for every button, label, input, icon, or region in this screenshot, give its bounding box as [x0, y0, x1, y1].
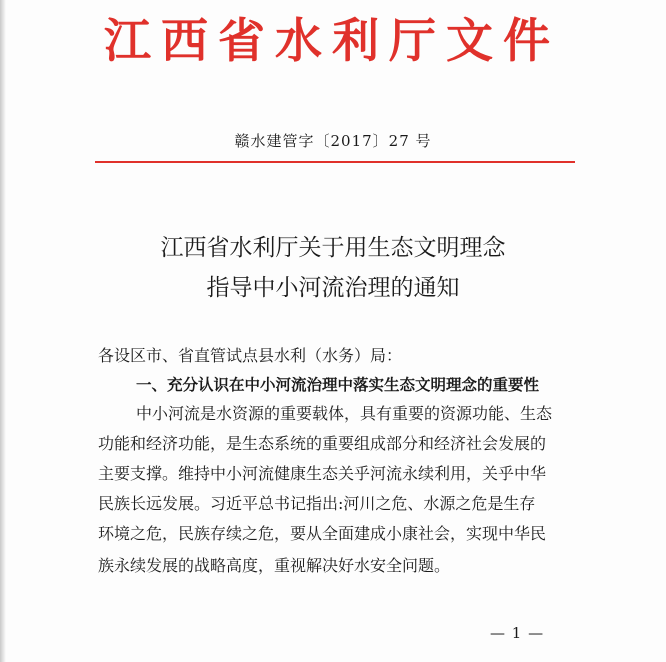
scan-edge-shadow [0, 0, 6, 662]
addressee: 各设区市、省直管试点县水利（水务）局： [98, 346, 403, 365]
document-title-line-1: 江西省水利厅关于用生态文明理念 [160, 235, 506, 261]
document-title-line-2: 指导中小河流治理的通知 [206, 275, 460, 301]
body-line: 中小河流是水资源的重要载体，具有重要的资源功能、生态 [136, 404, 553, 423]
document-number: 赣水建管字〔2017〕27 号 [234, 132, 432, 150]
body-line: 主要支撑。维持中小河流健康生态关乎河流永续利用，关乎中华 [98, 464, 547, 483]
body-line: 功能和经济功能，是生态系统的重要组成部分和经济社会发展的 [98, 434, 547, 453]
body-line: 民族长远发展。习近平总书记指出:河川之危、水源之危是生存 [98, 494, 536, 513]
body-line: 族永续发展的战略高度，重视解决好水安全问题。 [98, 556, 451, 575]
page-number: — 1 — [490, 624, 545, 642]
section-1-heading: 一、充分认识在中小河流治理中落实生态文明理念的重要性 [136, 376, 540, 394]
body-line: 环境之危，民族存续之危，要从全面建成小康社会，实现中华民 [98, 524, 547, 543]
red-separator-line [95, 161, 575, 163]
issuer-red-header: 江西省水利厅文件 [104, 14, 560, 69]
